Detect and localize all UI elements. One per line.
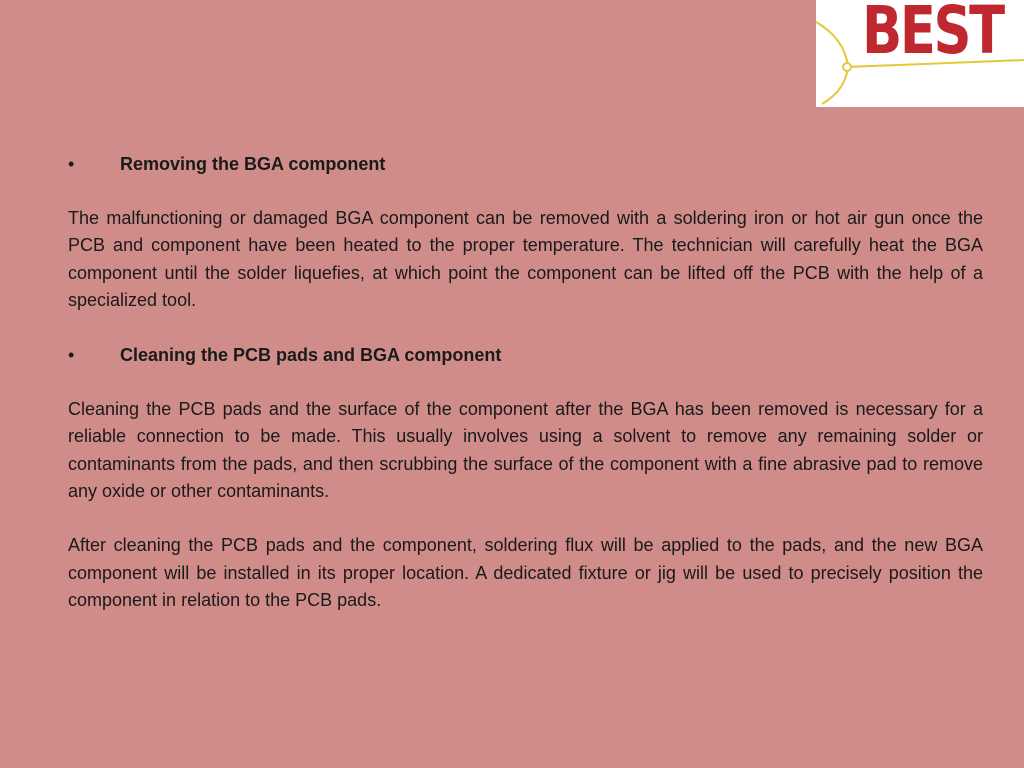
bullet-heading-row (68, 341, 983, 369)
bullet-icon: • (68, 154, 75, 174)
logo-text: BEST (862, 0, 1003, 69)
bullet-heading-row (68, 150, 983, 178)
paragraph-cleaning: Cleaning the PCB pads and the surface of the component after the BGA has been removed is necessary for a reliable connection to be made. This usually involves using a solvent to remove any remaining solder or contaminants from the pads, and then scrubbing the surface of the component with a fine abrasive pad to remove any oxide or other contaminants. (68, 399, 983, 502)
section-heading-removing: Removing the BGA component (120, 154, 386, 174)
paragraph-removing: The malfunctioning or damaged BGA component can be removed with a soldering iron or hot air gun once the PCB and component have been heated to the proper temperature. The technician will carefully heat the BGA component until the solder liquefies, at which point the component can be lifted off the PCB with the help of a specialized tool. (68, 208, 983, 310)
paragraph-closing: After cleaning the PCB pads and the component, soldering flux will be applied to the pads, and the new BGA component will be installed in its proper location. A dedicated fixture or jig will be used to precisely position the component in relation to the PCB pads. (68, 535, 983, 610)
slide-content (68, 150, 983, 614)
section-heading-cleaning: Cleaning the PCB pads and BGA component (120, 345, 502, 366)
bullet-icon: • (68, 345, 75, 366)
best-logo (816, 0, 1024, 107)
